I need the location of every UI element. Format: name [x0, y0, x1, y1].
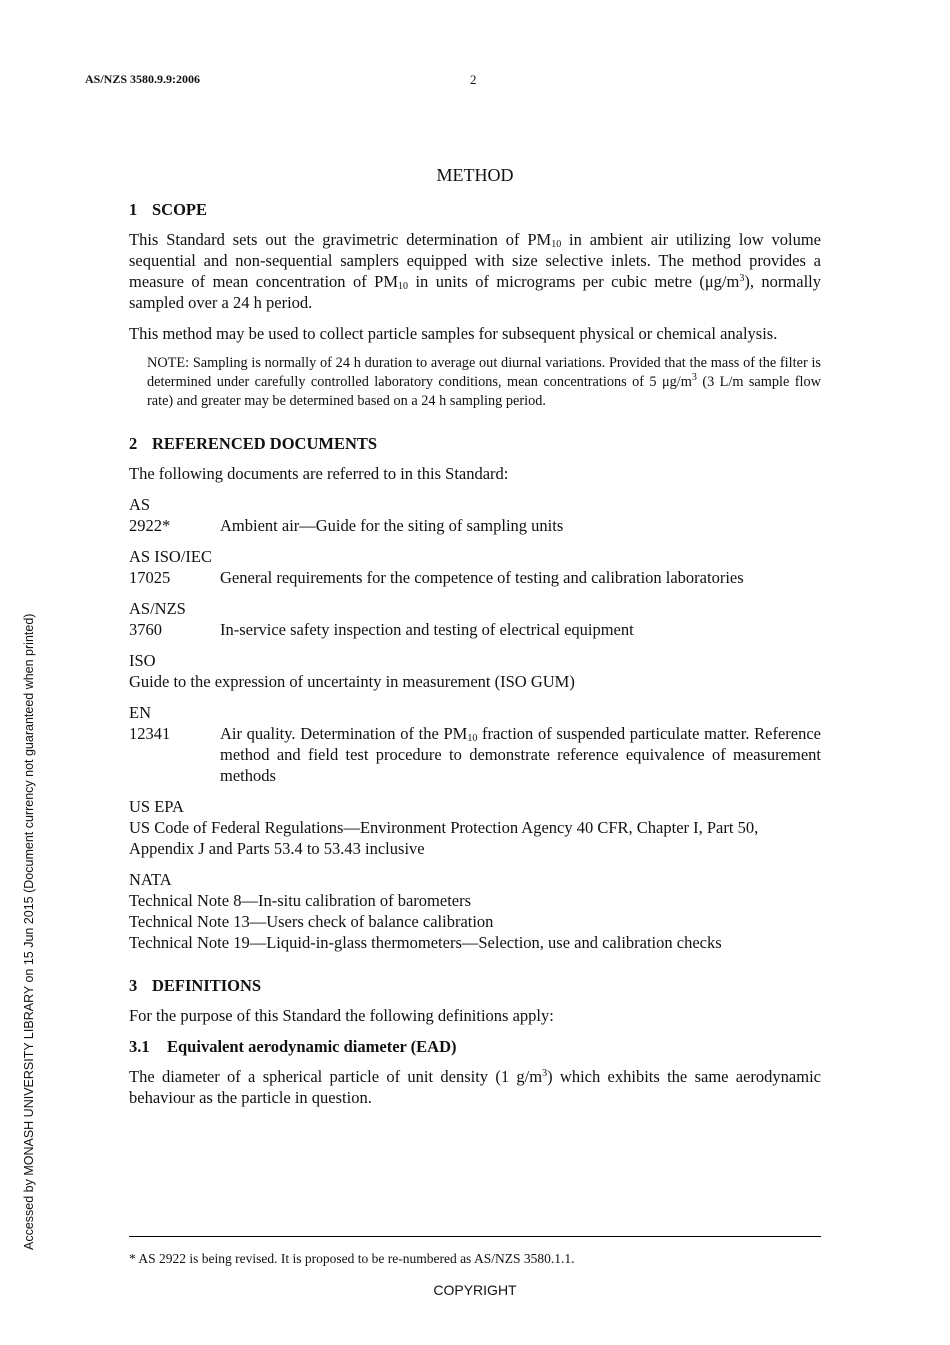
text-run: This Standard sets out the gravimetric determination of PM [129, 230, 552, 249]
section-number: 1 [129, 200, 138, 219]
reference-title: In-service safety inspection and testing of electrical equipment [220, 620, 634, 639]
reference-item [129, 869, 821, 953]
reference-org: AS/NZS [129, 599, 186, 618]
reference-line: Technical Note 19—Liquid-in-glass thermometers—Selection, use and calibration checks [129, 933, 722, 952]
reference-code: 3760 [129, 620, 162, 639]
section-3-heading [129, 975, 821, 996]
page-title: METHOD [436, 165, 514, 185]
definitions-intro: For the purpose of this Standard the following definitions apply: [129, 1006, 554, 1025]
access-watermark: Accessed by MONASH UNIVERSITY LIBRARY on 15 Jun 2015 (Document currency not guaranteed when printed) [22, 613, 36, 1250]
references-intro: The following documents are referred to in this Standard: [129, 464, 509, 483]
reference-item [129, 650, 821, 692]
subsection-title: Equivalent aerodynamic diameter (EAD) [167, 1037, 457, 1056]
reference-org: US EPA [129, 797, 184, 816]
reference-item [129, 702, 821, 786]
text-run: (3 L/m sample flow rate) and greater may be determined based on a 24 h sampling period. [147, 374, 821, 409]
footnote-divider [129, 1236, 821, 1237]
reference-org: AS ISO/IEC [129, 547, 212, 566]
reference-title: Guide to the expression of uncertainty in measurement (ISO GUM) [129, 672, 575, 691]
reference-org: AS [129, 495, 151, 514]
text-run: in units of micrograms per cubic metre (μg/m [408, 272, 740, 291]
text-run: ) which exhibits the same aerodynamic behaviour as the particle in question. [129, 1067, 821, 1107]
reference-item [129, 494, 821, 536]
page-number: 2 [470, 72, 477, 87]
subscript: 10 [551, 239, 562, 250]
subsection-3-1-heading [129, 1036, 821, 1057]
copyright-footer: COPYRIGHT [433, 1282, 517, 1298]
reference-title: Ambient air—Guide for the siting of sampling units [220, 516, 564, 535]
superscript: 3 [691, 372, 697, 383]
reference-line: Technical Note 8—In-situ calibration of barometers [129, 891, 472, 910]
text-run: in ambient air utilizing low volume sequential and non-sequential samplers equipped with size selective inlets. The method provides a measure of mean concentration of PM [129, 230, 822, 291]
subsection-number: 3.1 [129, 1037, 150, 1056]
reference-title [220, 723, 821, 786]
definition-paragraph [129, 1066, 821, 1108]
text-run: fraction of suspended particulate matter. Reference method and field test procedure to demonstrate reference equivalence of measurement methods [220, 724, 821, 785]
scope-note [147, 354, 821, 411]
section-2-heading [129, 433, 821, 454]
text-run: ), normally sampled over a 24 h period. [129, 272, 821, 312]
reference-org: EN [129, 703, 151, 722]
reference-org: ISO [129, 651, 156, 670]
section-1-heading [129, 199, 821, 220]
reference-item [129, 598, 821, 640]
scope-paragraph-2: This method may be used to collect particle samples for subsequent physical or chemical analysis. [129, 324, 778, 343]
reference-title: US Code of Federal Regulations—Environment Protection Agency 40 CFR, Chapter I, Part 50, Appendix J and Parts 53.4 to 53.43 inclusive [129, 818, 759, 858]
reference-item [129, 546, 821, 588]
footnote: * AS 2922 is being revised. It is proposed to be re-numbered as AS/NZS 3580.1.1. [129, 1251, 575, 1266]
section-title: REFERENCED DOCUMENTS [152, 434, 378, 453]
reference-org: NATA [129, 870, 172, 889]
superscript: 3 [739, 273, 745, 284]
reference-item [129, 796, 821, 859]
section-number: 3 [129, 976, 138, 995]
superscript: 3 [542, 1068, 548, 1079]
scope-paragraph [129, 229, 821, 313]
reference-line: Technical Note 13—Users check of balance calibration [129, 912, 494, 931]
text-run: Air quality. Determination of the PM [220, 724, 468, 743]
standard-number: AS/NZS 3580.9.9:2006 [85, 72, 201, 86]
reference-code: 17025 [129, 568, 171, 587]
section-title: SCOPE [152, 200, 208, 219]
subscript: 10 [467, 733, 478, 744]
section-title: DEFINITIONS [152, 976, 262, 995]
subscript: 10 [398, 281, 409, 292]
text-run: NOTE: Sampling is normally of 24 h duration to average out diurnal variations. Provided that the mass of the filter is determined under carefully controlled laboratory conditions, mean concentrations of 5 μg/m [147, 355, 821, 390]
reference-title: General requirements for the competence of testing and calibration laboratories [220, 568, 744, 587]
section-number: 2 [129, 434, 138, 453]
reference-code: 12341 [129, 724, 171, 743]
text-run: The diameter of a spherical particle of unit density (1 g/m [129, 1067, 543, 1086]
page-body [129, 165, 821, 1118]
reference-code: 2922* [129, 516, 171, 535]
